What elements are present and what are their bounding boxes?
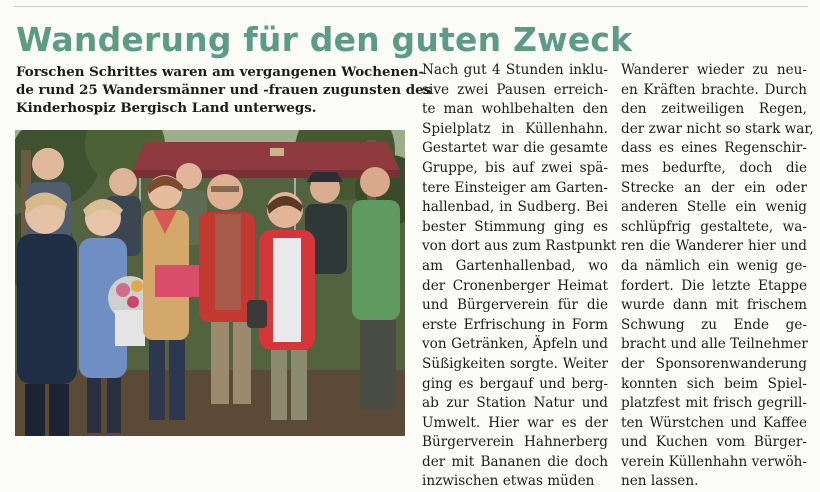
column-line: anderen Stelle ein wenig: [621, 199, 807, 216]
column-line: ten Würstchen und Kaffee: [621, 414, 807, 431]
lead-line: Kinderhospiz Bergisch Land unterwegs.: [16, 100, 317, 116]
column-line: schlüpfrig gestaltete, wa-: [621, 218, 807, 235]
top-rule: [14, 6, 808, 7]
column-line: tere Einsteiger am Garten-: [422, 179, 608, 196]
column-line: dass es eines Regenschir-: [621, 140, 807, 157]
column-line: en Kräften brachte. Durch: [621, 81, 807, 98]
article-lead: [16, 63, 432, 117]
column-line: am Gartenhallenbad, wo: [422, 257, 608, 274]
group-photo: [15, 130, 405, 436]
column-line: der Cronenberger Heimat: [422, 277, 608, 294]
column-line: sive zwei Pausen erreich-: [422, 81, 608, 98]
column-line: ab zur Station Natur und: [422, 395, 608, 412]
column-line: platzfest mit frisch gegrill-: [621, 395, 807, 412]
article-column-2: [422, 61, 617, 492]
column-line: erste Erfrischung in Form: [422, 316, 608, 333]
column-line: nen lassen.: [621, 473, 699, 490]
column-line: den zeitweiligen Regen,: [621, 101, 807, 118]
column-line: ren die Wanderer hier und: [621, 238, 807, 255]
column-line: Nach gut 4 Stunden inklu-: [422, 62, 608, 78]
column-line: Umwelt. Hier war es der: [422, 414, 608, 431]
column-line: ging es bergauf und berg-: [422, 375, 608, 392]
column-line: der Sponsorenwanderung: [621, 355, 807, 372]
column-line: da nämlich ein wenig ge-: [621, 257, 807, 274]
column-line: und Bürgerverein für die: [422, 297, 608, 314]
column-line: te man wohlbehalten den: [422, 101, 608, 118]
lead-line: Forschen Schrittes waren am vergangenen Wochenen-: [16, 64, 425, 80]
column-line: bester Stimmung ging es: [422, 218, 608, 235]
article-headline: Wanderung für den guten Zweck: [16, 20, 633, 59]
column-line: Gruppe, bis auf zwei spä-: [422, 159, 608, 176]
column-line: der zwar nicht so stark war,: [621, 120, 814, 137]
column-line: Spielplatz in Küllenhahn.: [422, 120, 608, 137]
column-line: Wanderer wieder zu neu-: [621, 62, 807, 78]
column-line: wurde dann mit frischem: [621, 297, 807, 314]
column-line: mes bedurfte, doch die: [621, 159, 807, 176]
column-line: bracht und alle Teilnehmer: [621, 336, 808, 353]
column-line: und Kuchen vom Bürger-: [621, 434, 807, 451]
column-line: von Getränken, Äpfeln und: [422, 336, 608, 353]
column-line: von dort aus zum Rastpunkt: [422, 238, 617, 255]
column-line: verein Küllenhahn verwöh-: [621, 453, 807, 470]
column-line: Bürgerverein Hahnerberg: [422, 434, 608, 451]
column-line: Schwung zu Ende ge-: [621, 316, 807, 333]
column-line: der mit Bananen die doch: [422, 453, 608, 470]
article-column-3: [621, 61, 814, 492]
column-line: fordert. Die letzte Etappe: [621, 277, 807, 294]
column-line: Süßigkeiten sorgte. Weiter: [422, 355, 608, 372]
lead-line: de rund 25 Wandersmänner und -frauen zugunsten des: [16, 82, 432, 98]
column-line: hallenbad, in Sudberg. Bei: [422, 199, 608, 216]
column-line: inzwischen etwas müden: [422, 473, 595, 490]
column-line: Strecke an der ein oder: [621, 179, 807, 196]
column-line: Gestartet war die gesamte: [422, 140, 608, 157]
column-line: konnten sich beim Spiel-: [621, 375, 807, 392]
